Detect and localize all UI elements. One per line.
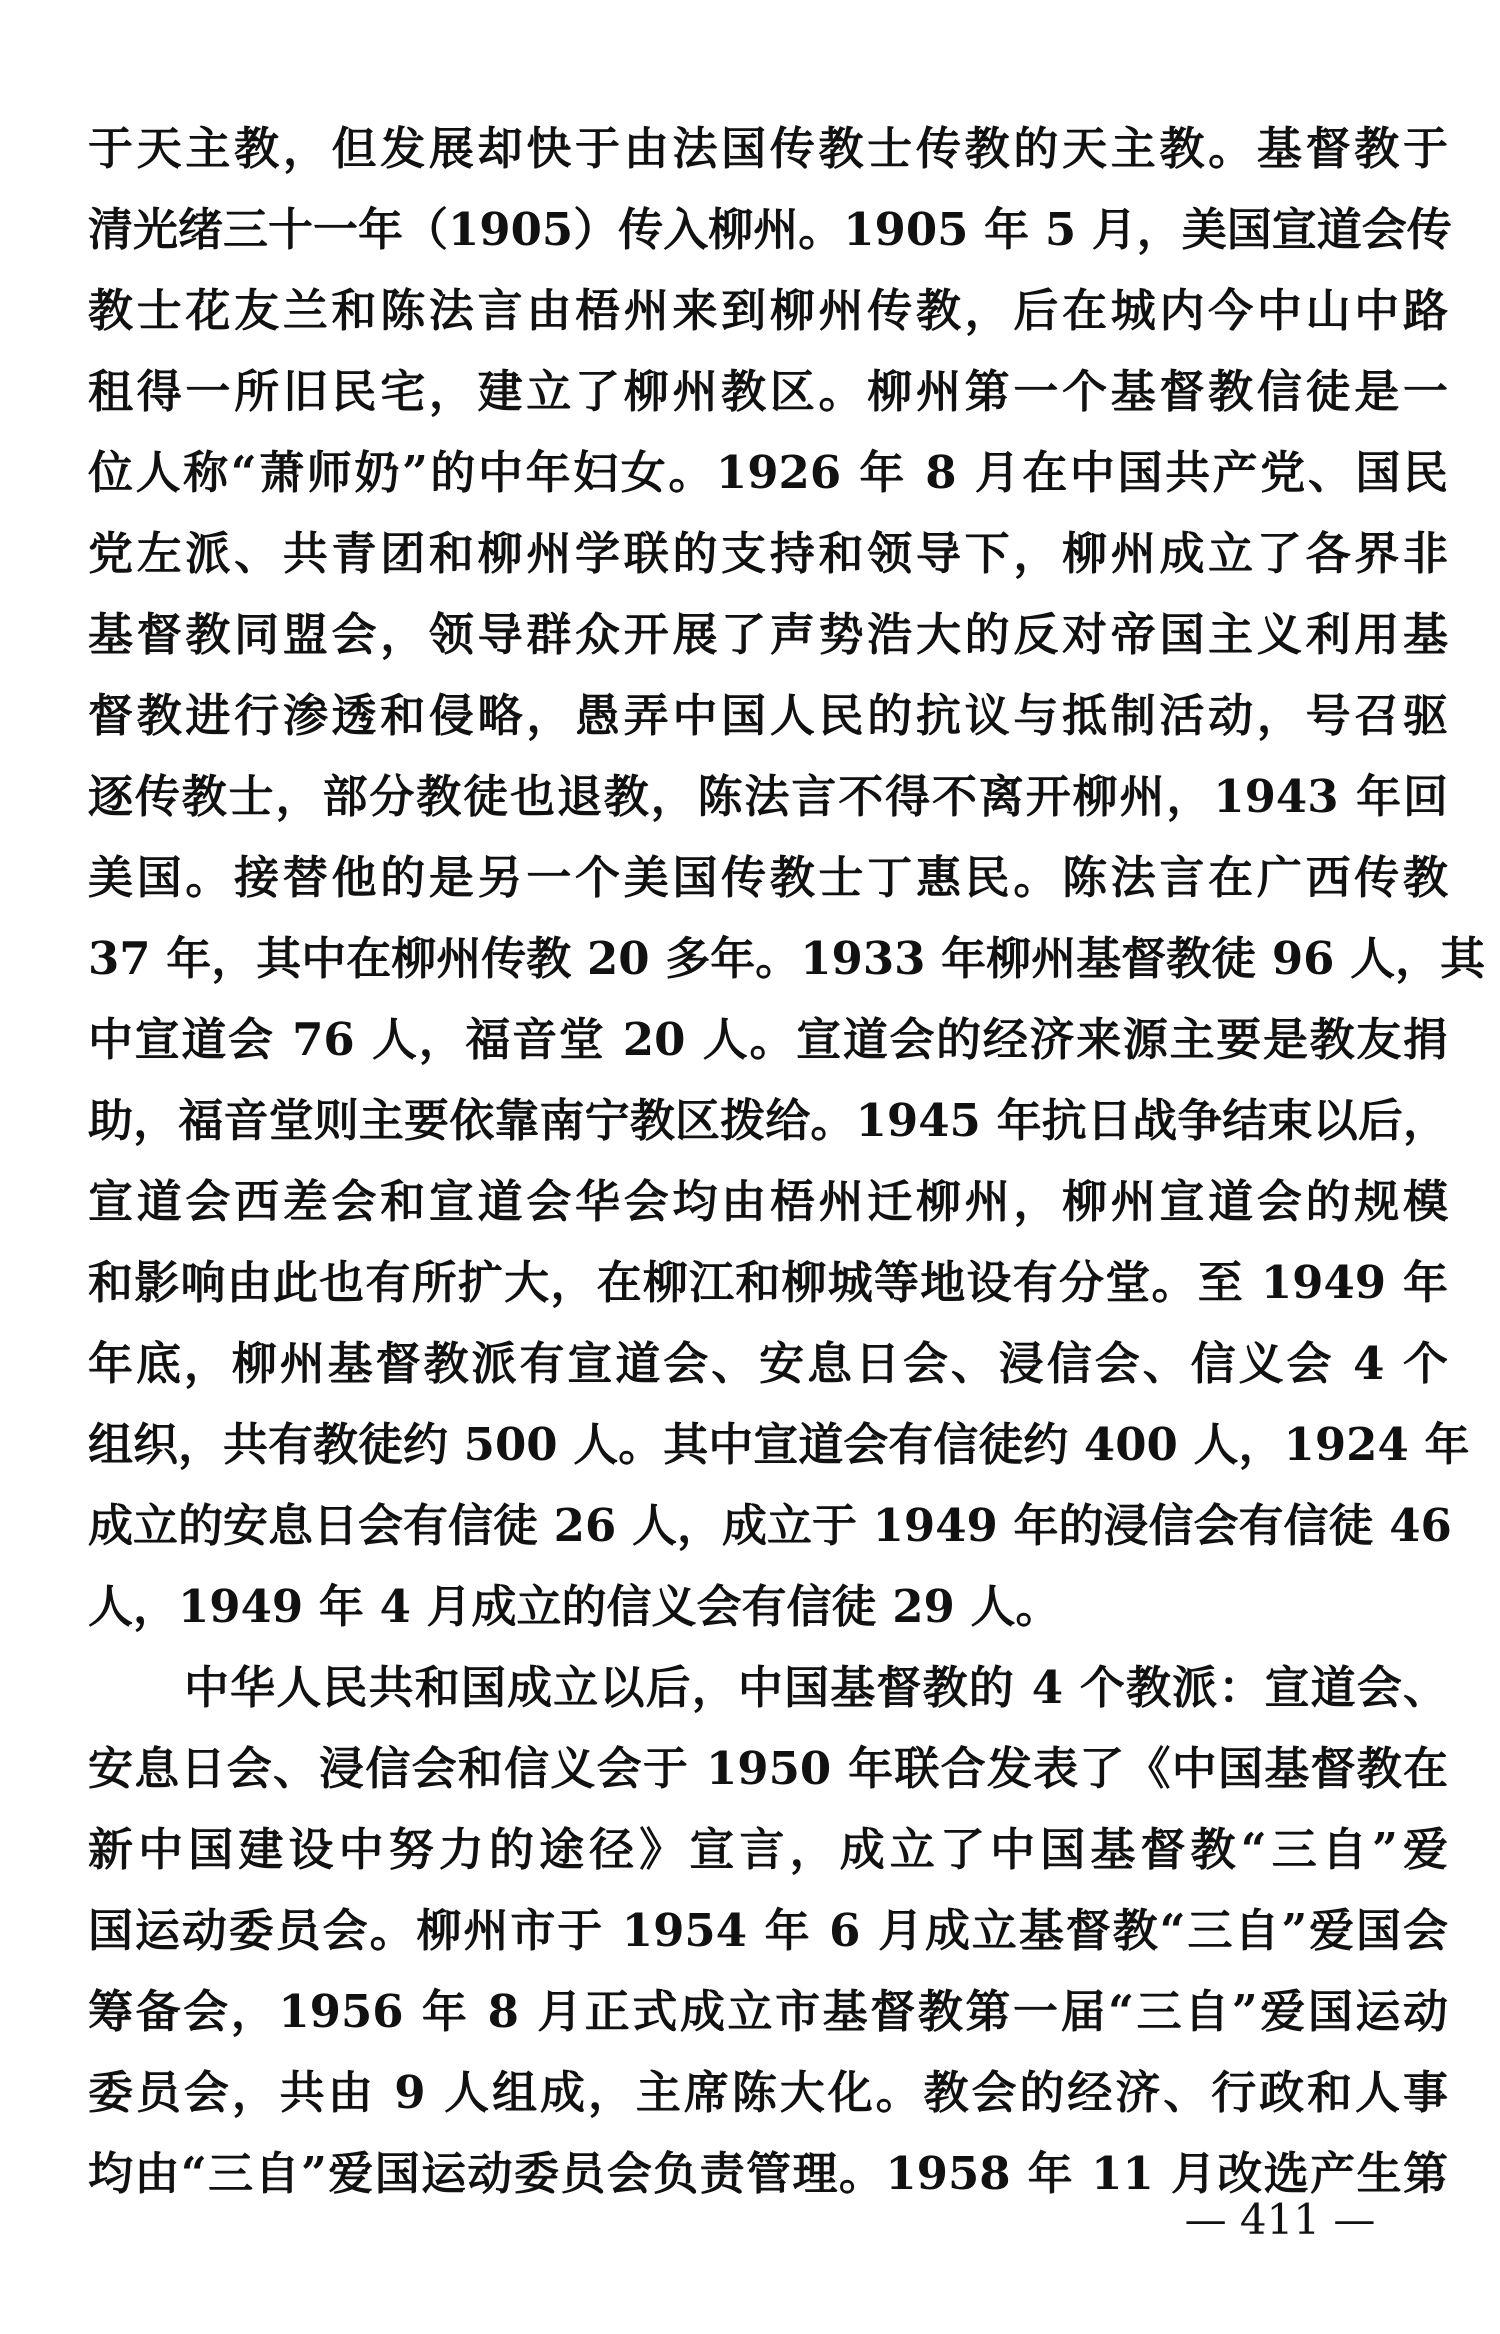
text-line: 于天主教，但发展却快于由法国传教士传教的天主教。基督教于 [88,122,1448,175]
text-line: 宣道会西差会和宣道会华会均由梧州迁柳州，柳州宣道会的规模 [88,1175,1448,1228]
text-line: 位人称“萧师奶”的中年妇女。1926 年 8 月在中国共产党、国民 [88,446,1448,499]
text-line: 安息日会、浸信会和信义会于 1950 年联合发表了《中国基督教在 [88,1742,1448,1795]
text-line: 助，福音堂则主要依靠南宁教区拨给。1945 年抗日战争结束以后， [88,1094,1448,1147]
text-line: 年底，柳州基督教派有宣道会、安息日会、浸信会、信义会 4 个 [88,1337,1448,1390]
text-line: 中宣道会 76 人，福音堂 20 人。宣道会的经济来源主要是教友捐 [88,1013,1448,1066]
text-line: 新中国建设中努力的途径》宣言，成立了中国基督教“三自”爱 [88,1823,1448,1876]
text-line: 党左派、共青团和柳州学联的支持和领导下，柳州成立了各界非 [88,527,1448,580]
text-line: 逐传教士，部分教徒也退教，陈法言不得不离开柳州，1943 年回 [88,770,1448,823]
text-line: 租得一所旧民宅，建立了柳州教区。柳州第一个基督教信徒是一 [88,365,1448,418]
text-line: 国运动委员会。柳州市于 1954 年 6 月成立基督教“三自”爱国会 [88,1904,1448,1957]
text-line: 教士花友兰和陈法言由梧州来到柳州传教，后在城内今中山中路 [88,284,1448,337]
body-text [88,108,1486,2214]
text-line: 成立的安息日会有信徒 26 人，成立于 1949 年的浸信会有信徒 46 [88,1499,1452,1552]
text-line: 和影响由此也有所扩大，在柳江和柳城等地设有分堂。至 1949 年 [88,1256,1448,1309]
text-line: 清光绪三十一年（1905）传入柳州。1905 年 5 月，美国宣道会传 [88,203,1452,256]
page-number: — 411 — [1184,2195,1376,2244]
text-line: 37 年，其中在柳州传教 20 多年。1933 年柳州基督教徒 96 人，其 [88,932,1486,985]
text-line: 委员会，共由 9 人组成，主席陈大化。教会的经济、行政和人事 [88,2066,1448,2119]
text-line: 基督教同盟会，领导群众开展了声势浩大的反对帝国主义利用基 [88,608,1448,661]
text-line: 督教进行渗透和侵略，愚弄中国人民的抗议与抵制活动，号召驱 [88,689,1448,742]
text-line: 均由“三自”爱国运动委员会负责管理。1958 年 11 月改选产生第 [88,2147,1448,2200]
text-line: 筹备会，1956 年 8 月正式成立市基督教第一届“三自”爱国运动 [88,1985,1448,2038]
paragraph-first-line: 中华人民共和国成立以后，中国基督教的 4 个教派：宣道会、 [184,1661,1448,1714]
text-line: 组织，共有教徒约 500 人。其中宣道会有信徒约 400 人，1924 年 [88,1418,1470,1471]
text-line: 美国。接替他的是另一个美国传教士丁惠民。陈法言在广西传教 [88,851,1448,904]
paragraph-last-line: 人，1949 年 4 月成立的信义会有信徒 29 人。 [88,1580,1061,1633]
